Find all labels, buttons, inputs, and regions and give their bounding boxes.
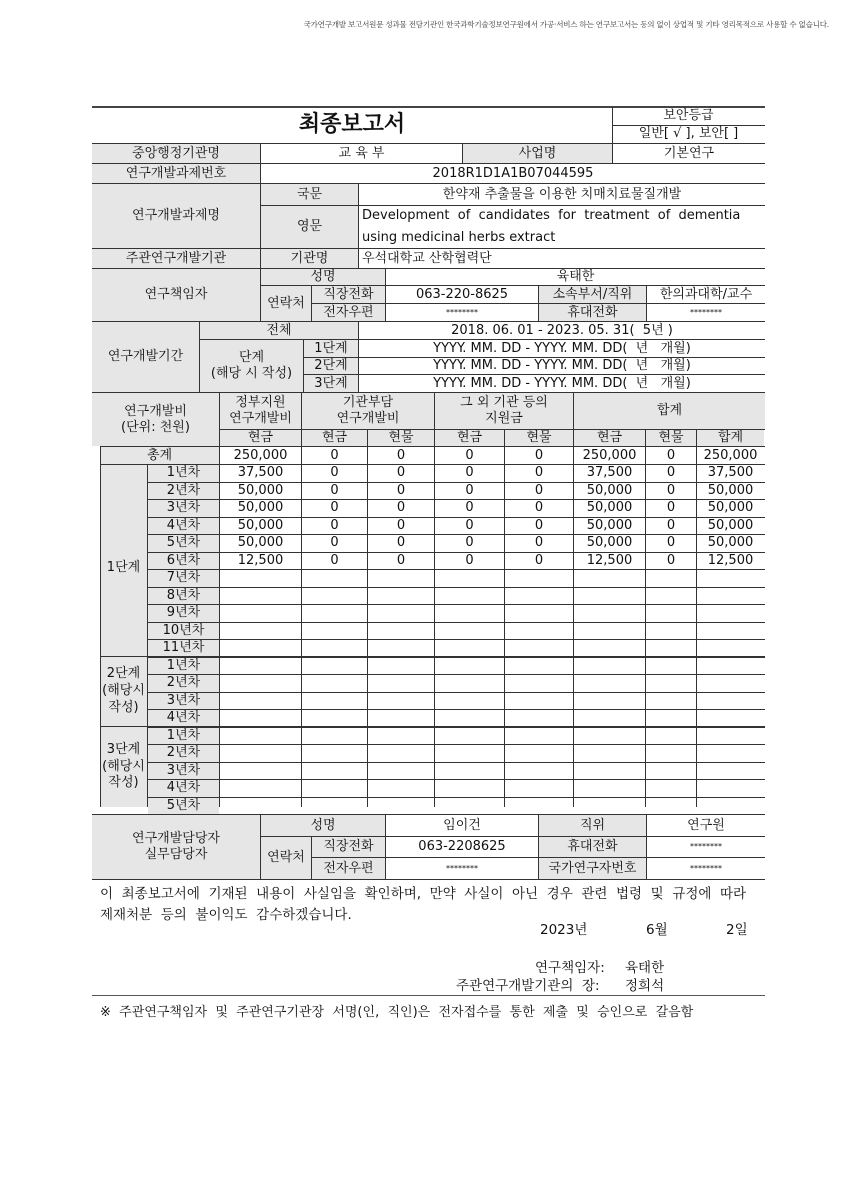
budget-cell: 0 [465,500,474,516]
budget-cell: 0 [465,517,474,533]
budget-cell [646,780,696,797]
budget-cell: 0 [465,552,474,568]
staff-office-phone-label: 직장전화 [312,837,385,857]
budget-cell [368,675,434,692]
budget-cell [435,710,504,727]
budget-cell: 50,000 [707,535,754,551]
budget-year-label: 4년차 [148,780,219,797]
staff-email: ******** [446,863,478,873]
budget-cell [302,658,367,675]
sign-year: 2023년 [540,922,588,938]
budget-cell [220,693,301,710]
budget-cell [697,623,764,640]
budget-year-label: 7년차 [148,570,219,587]
period-stage-label-line2: (해당 시 작성) [210,366,293,381]
stage3-period: YYYY. MM. DD - YYYY. MM. DD( 년 개월) [433,375,691,391]
budget-cell: 0 [330,482,339,498]
budget-year-label: 1년차 [148,658,219,675]
budget-cell [697,780,764,797]
budget-cell [435,658,504,675]
program-label: 사업명 [463,144,612,163]
english-label: 영문 [261,206,358,248]
budget-cell [435,763,504,780]
budget-cell: 0 [396,500,406,516]
period-stage-label [200,340,303,392]
period-label: 연구개발기간 [92,322,199,392]
budget-cell [368,728,434,745]
budget-total-label: 총계 [100,447,219,464]
budget-total-cell: 0 [396,447,406,463]
budget-year-label: 2년차 [148,745,219,762]
budget-cell: 0 [465,482,474,498]
budget-subheader: 현금 [574,430,645,446]
pi-mobile: ******** [690,307,722,317]
budget-cell [574,605,645,622]
budget-total-cell: 0 [330,447,339,463]
korean-label: 국문 [261,184,358,205]
budget-cell [368,588,434,605]
budget-cell [697,710,764,727]
budget-cell [435,693,504,710]
budget-cell: 0 [330,500,339,516]
stage2-label: 2단계 [304,358,358,374]
pi-name-label: 성명 [261,269,385,285]
budget-cell [646,640,696,657]
footnote: ※ 주관연구책임자 및 주관연구기관장 서명(인, 직인)은 전자접수를 통한 제출 및 승인으로 갈음함 [100,1005,694,1020]
budget-cell [697,763,764,780]
budget-total-cell: 0 [666,447,676,463]
budget-cell: 0 [534,465,544,481]
budget-cell [302,588,367,605]
budget-subheader: 현금 [435,430,504,446]
budget-stage3-label [100,727,147,807]
stage2-period: YYYY. MM. DD - YYYY. MM. DD( 년 개월) [433,358,691,374]
pi-sign-label: 연구책임자: [535,960,605,976]
budget-cell [574,588,645,605]
budget-cell [697,693,764,710]
divider [147,464,148,807]
budget-cell [302,798,367,815]
budget-group-gov [220,393,301,429]
budget-year-label: 8년차 [148,588,219,605]
budget-cell [368,605,434,622]
sign-day: 2일 [726,922,748,938]
staff-name: 임이건 [443,817,481,833]
security-value: 일반[ √ ], 보안[ ] [638,126,739,142]
budget-cell [302,710,367,727]
budget-cell [697,588,764,605]
divider [462,143,463,163]
head-sign-label: 주관연구개발기관의 장: [456,978,600,994]
budget-cell [368,710,434,727]
budget-year-label: 1년차 [148,728,219,745]
budget-cell [368,658,434,675]
staff-name-label: 성명 [261,815,385,836]
pi-mobile-label: 휴대전화 [539,304,646,321]
budget-cell [220,798,301,815]
budget-cell [505,623,573,640]
pi-contact-label: 연락처 [261,286,311,321]
budget-subheader: 현물 [368,430,434,446]
staff-label-line2: 실무담당자 [144,847,208,862]
pi-office-phone: 063-220-8625 [415,286,509,302]
budget-group-institution [302,393,434,429]
budget-cell: 50,000 [586,535,633,551]
budget-year-label: 2년차 [148,483,219,500]
budget-cell [220,675,301,692]
budget-cell: 50,000 [586,500,633,516]
budget-year-label: 5년차 [148,535,219,552]
budget-cell [435,623,504,640]
budget-cell [368,798,434,815]
budget-year-label: 9년차 [148,605,219,622]
budget-cell [368,623,434,640]
budget-cell: 37,500 [586,465,633,481]
pi-name: 육태한 [556,269,595,285]
budget-cell [574,640,645,657]
group-line2: 연구개발비 [336,411,400,426]
budget-cell [646,588,696,605]
budget-total-cell: 250,000 [703,447,758,463]
ministry-label: 중앙행정기관명 [92,144,260,163]
budget-cell [505,570,573,587]
budget-year-label: 2년차 [148,675,219,692]
korean-title: 한약재 추출물을 이용한 치매치료물질개발 [442,186,682,202]
budget-year-label: 4년차 [148,710,219,727]
staff-researcher-no-label: 국가연구자번호 [539,858,646,879]
budget-cell: 0 [396,535,406,551]
budget-cell: 0 [666,500,676,516]
budget-cell [574,745,645,762]
declaration-line2: 제재처분 등의 불이익도 감수하겠습니다. [100,907,352,923]
budget-cell [505,728,573,745]
budget-year-label: 3년차 [148,763,219,780]
budget-cell: 0 [534,552,544,568]
program-value: 기본연구 [663,145,715,161]
budget-cell [505,675,573,692]
staff-email-label: 전자우편 [312,858,385,879]
budget-cell [574,798,645,815]
budget-cell: 0 [534,500,544,516]
budget-cell [646,745,696,762]
budget-cell [697,605,764,622]
budget-cell: 0 [534,482,544,498]
budget-cell [646,605,696,622]
budget-cell [220,588,301,605]
budget-cell: 0 [666,535,676,551]
budget-cell: 50,000 [586,482,633,498]
budget-cell: 50,000 [237,500,284,516]
budget-cell [574,623,645,640]
budget-label [92,393,219,446]
pi-dept: 한의과대학/교수 [659,286,753,302]
pi-sign-name: 육태한 [625,960,665,976]
budget-year-label: 5년차 [148,798,219,815]
budget-cell [574,570,645,587]
budget-cell [302,570,367,587]
budget-cell [435,588,504,605]
budget-cell: 50,000 [586,517,633,533]
budget-cell [302,675,367,692]
staff-office-phone: 063-2208625 [418,839,506,855]
budget-cell [435,798,504,815]
budget-cell: 12,500 [707,552,754,568]
budget-label-line1: 연구개발비 [124,403,187,419]
project-number-value: 2018R1D1A1B07044595 [432,165,594,181]
budget-cell [697,675,764,692]
group-line1: 정부지원 [235,395,286,411]
budget-year-label: 6년차 [148,553,219,570]
budget-stage2-label [100,657,147,726]
budget-cell [220,605,301,622]
budget-cell [574,710,645,727]
group-line1: 기관부담 [342,395,394,411]
budget-cell [302,693,367,710]
budget-cell [574,675,645,692]
staff-position-label: 직위 [539,815,646,836]
budget-cell [505,658,573,675]
staff-label-line1: 연구개발담당자 [132,831,220,847]
budget-cell: 0 [666,517,676,533]
budget-subheader: 현금 [220,430,301,446]
staff-label [92,815,260,879]
host-org-name-label: 기관명 [261,249,358,268]
divider [92,995,765,996]
budget-cell [435,570,504,587]
budget-cell [646,623,696,640]
divider [92,879,765,880]
budget-cell: 50,000 [707,482,754,498]
budget-cell [646,710,696,727]
pi-email: ******** [446,307,478,317]
budget-cell: 0 [465,465,474,481]
budget-cell [302,623,367,640]
budget-total-cell: 0 [465,447,474,463]
stage2-line2: (해당시 [102,683,145,699]
period-total-value: 2018. 06. 01 - 2023. 05. 31( 5년 ) [451,322,673,338]
budget-cell [646,728,696,745]
budget-cell: 0 [330,552,339,568]
stage2-line3: 작성) [108,699,139,715]
budget-cell [697,745,764,762]
divider [100,726,765,727]
ministry-value: 교 육 부 [338,145,385,161]
project-number-label: 연구개발과제번호 [92,164,260,183]
budget-cell [302,745,367,762]
budget-cell: 50,000 [237,482,284,498]
budget-cell [697,640,764,657]
budget-cell [697,570,764,587]
divider [612,143,613,163]
budget-cell [505,588,573,605]
group-line1: 그 외 기관 등의 [460,395,548,411]
budget-cell [646,693,696,710]
budget-cell: 0 [396,517,406,533]
host-org-name: 우석대학교 산학협력단 [362,250,492,266]
budget-year-label: 3년차 [148,500,219,517]
budget-cell: 50,000 [237,535,284,551]
budget-cell: 0 [330,517,339,533]
budget-year-label: 1년차 [148,465,219,482]
budget-year-label: 3년차 [148,693,219,710]
budget-cell [505,745,573,762]
document-title: 최종보고서 [298,111,406,137]
budget-subheader: 현금 [302,430,367,446]
budget-cell [697,798,764,815]
budget-subheader: 합계 [697,430,764,446]
budget-cell: 0 [534,535,544,551]
stage3-line1: 3단계 [106,741,141,757]
staff-mobile-label: 휴대전화 [539,837,646,857]
budget-cell [505,780,573,797]
stage3-line2: (해당시 [102,758,145,774]
stage2-line1: 2단계 [106,666,141,682]
budget-cell [435,675,504,692]
stage1-label: 1단계 [304,340,358,357]
staff-mobile: ******** [690,842,722,852]
budget-cell [220,745,301,762]
budget-subheader: 현물 [505,430,573,446]
copyright-notice: 국가연구개발 보고서원문 성과물 전담기관인 한국과학기술정보연구원에서 가공·서비스 하는 연구보고서는 동의 없이 상업적 및 기타 영리목적으로 사용할 수 없습니다. [303,20,829,29]
english-title-line1: Development of candidates for treatment of dementia [362,208,741,224]
pi-label: 연구책임자 [92,269,260,321]
budget-cell [646,798,696,815]
budget-cell: 12,500 [237,552,284,568]
stage1-text: 1단계 [106,560,141,576]
budget-total-cell: 0 [534,447,544,463]
budget-cell [368,763,434,780]
budget-cell [220,570,301,587]
budget-cell: 37,500 [237,465,284,481]
budget-cell [302,640,367,657]
budget-cell: 0 [330,535,339,551]
budget-cell [574,658,645,675]
budget-subheader: 현물 [646,430,696,446]
budget-cell: 0 [465,535,474,551]
budget-cell: 0 [396,552,406,568]
divider [100,656,765,657]
head-sign-name: 정희석 [625,978,665,994]
period-total-label: 전체 [200,322,358,339]
pi-office-phone-label: 직장전화 [312,286,385,303]
pi-dept-label: 소속부서/직위 [539,286,646,303]
budget-cell [220,710,301,727]
budget-cell [368,745,434,762]
budget-cell: 12,500 [586,552,633,568]
budget-cell [646,658,696,675]
budget-cell [697,658,764,675]
budget-cell: 0 [666,552,676,568]
budget-cell [220,658,301,675]
budget-cell [220,728,301,745]
budget-group-total: 합계 [574,393,765,429]
divider [100,446,101,807]
budget-cell [505,710,573,727]
budget-cell [505,640,573,657]
budget-total-cell: 250,000 [233,447,288,463]
period-stage-label-line1: 단계 [238,350,265,366]
budget-cell [646,675,696,692]
budget-cell [302,763,367,780]
budget-year-label: 10년차 [148,623,219,640]
security-label: 보안등급 [663,108,714,124]
budget-cell [574,763,645,780]
budget-cell [368,640,434,657]
budget-cell: 50,000 [707,500,754,516]
stage1-period: YYYY. MM. DD - YYYY. MM. DD( 년 개월) [433,340,691,356]
budget-cell [505,798,573,815]
host-org-label: 주관연구개발기관 [92,249,260,268]
group-line2: 지원금 [485,411,523,426]
budget-group-other [435,393,573,429]
budget-cell [574,780,645,797]
budget-cell [435,605,504,622]
budget-cell [220,640,301,657]
stage3-line3: 작성) [108,775,139,791]
budget-cell [505,605,573,622]
budget-cell: 0 [396,482,406,498]
budget-cell: 0 [330,465,339,481]
budget-cell [505,763,573,780]
budget-cell: 50,000 [237,517,284,533]
budget-cell [220,780,301,797]
stage3-label: 3단계 [304,375,358,392]
budget-cell: 0 [666,465,676,481]
budget-cell [302,780,367,797]
budget-cell [435,745,504,762]
budget-cell [220,623,301,640]
budget-cell [302,728,367,745]
budget-year-label: 11년차 [148,640,219,657]
english-title-line2: using medicinal herbs extract [362,229,556,245]
budget-total-cell: 250,000 [582,447,637,463]
budget-cell [435,640,504,657]
budget-cell: 50,000 [707,517,754,533]
budget-cell [697,728,764,745]
budget-cell [368,780,434,797]
budget-cell: 0 [534,517,544,533]
budget-cell [368,570,434,587]
project-title-label: 연구개발과제명 [92,184,260,248]
budget-cell [368,693,434,710]
group-line2: 연구개발비 [229,411,292,426]
budget-cell [574,728,645,745]
budget-cell [220,763,301,780]
budget-cell [646,570,696,587]
budget-stage1-label [100,465,147,656]
staff-researcher-no: ******** [690,863,722,873]
budget-cell: 0 [666,482,676,498]
budget-cell: 0 [396,465,406,481]
staff-position: 연구원 [687,817,725,833]
declaration-line1: 이 최종보고서에 기재된 내용이 사실임을 확인하며, 만약 사실이 아닌 경우 관련 법령 및 규정에 따라 [100,886,747,902]
budget-cell [646,763,696,780]
budget-cell [574,693,645,710]
sign-month: 6월 [646,922,668,938]
budget-cell [302,605,367,622]
budget-cell [435,728,504,745]
budget-cell [435,780,504,797]
budget-cell [505,693,573,710]
staff-contact-label: 연락처 [261,837,311,879]
budget-year-label: 4년차 [148,518,219,535]
pi-email-label: 전자우편 [312,304,385,321]
budget-label-line2: (단위: 천원) [121,419,190,435]
budget-cell: 37,500 [707,465,754,481]
